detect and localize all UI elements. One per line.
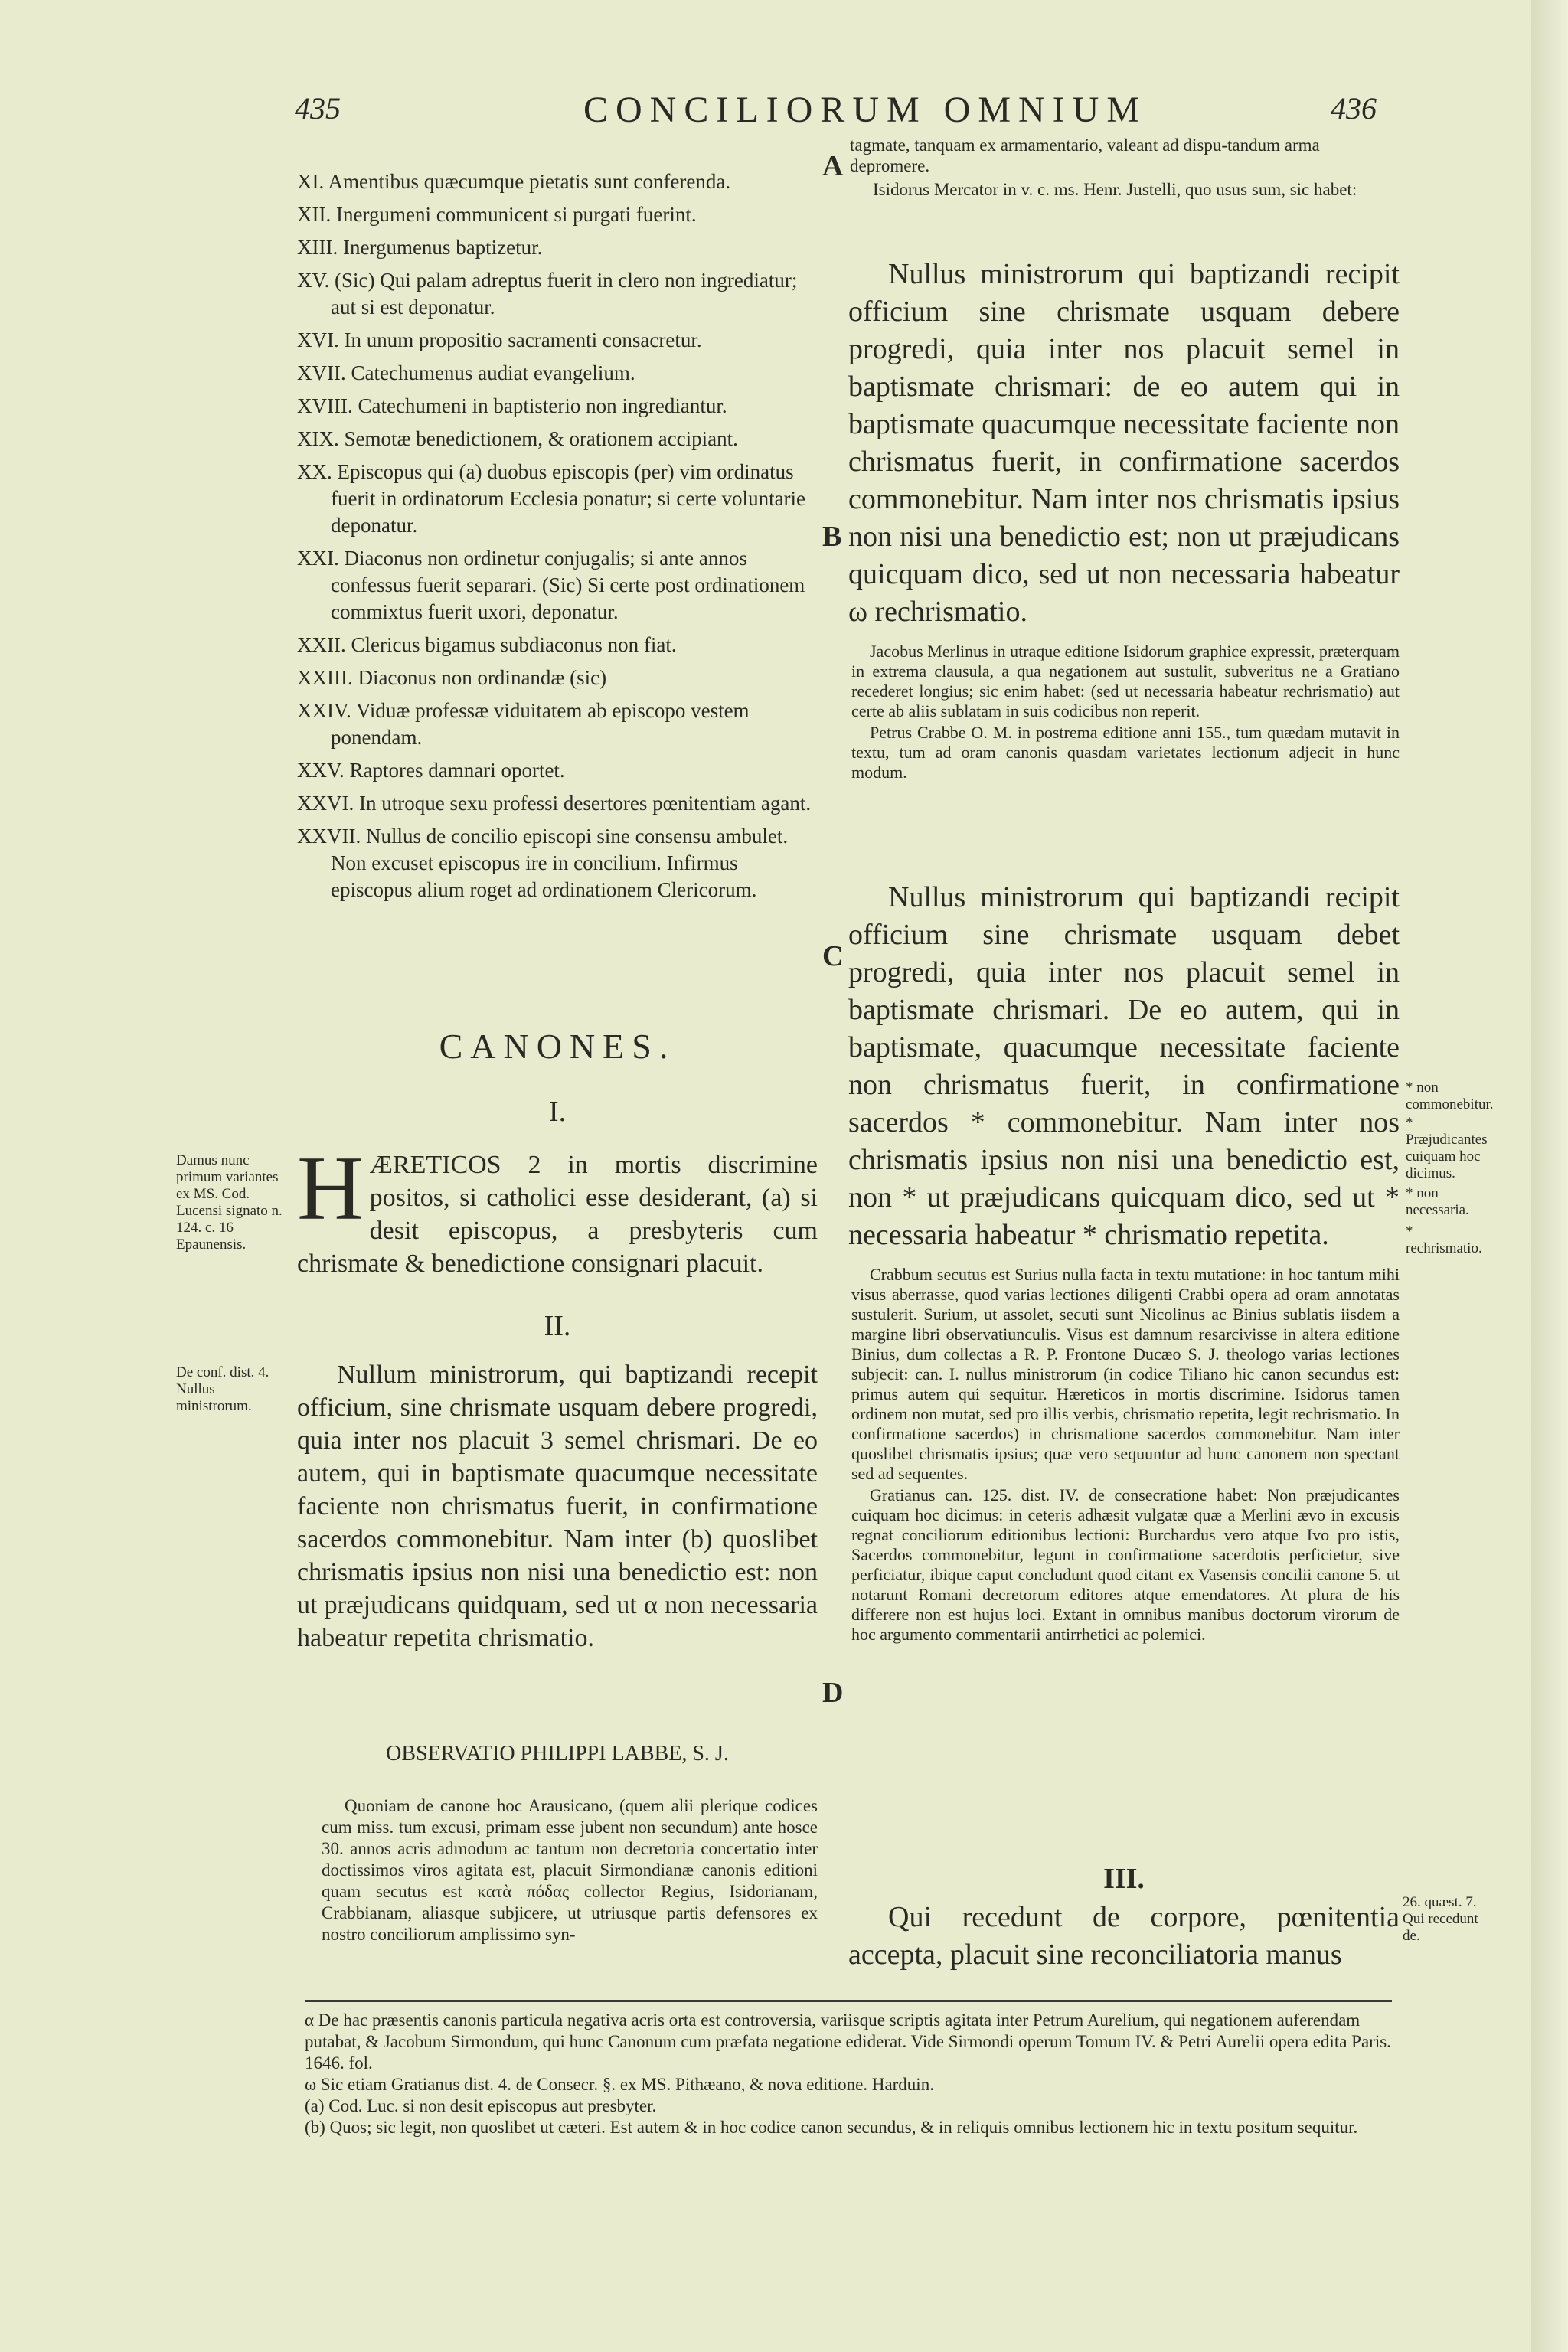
running-head: CONCILIORUM OMNIUM (583, 90, 1147, 130)
isidorus-text: Nullus ministrorum qui baptizandi recipit officium sine chrismate usquam debere progredi, quia inter nos placuit semel in baptismate chrismari: de eo autem qui in baptismate quacumque necessitate faciente non chrismatus fuerit, in confirmatione sacerdos commonebitur. Nam inter nos chrismatis ipsius non nisi una benedictio est; non ut præjudicans quicquam dico, sed ut non necessaria habeatur ω rechrismatio. (848, 258, 1400, 628)
list-item: XII. Inergumeni communicent si purgati fuerint. (297, 203, 697, 226)
canon-1-text: ÆRETICOS 2 in mortis discrimine positos, si catholici esse desiderant, (a) si desit episcopus, a presbyteris cum chrismate & benedictione consignari placuit. (297, 1151, 818, 1278)
isidorus-version (848, 256, 1400, 631)
margin-note-right: * rechrismatio. (1406, 1223, 1482, 1256)
labbe-text: Quoniam de canone hoc Arausicano, (quem alii plerique codices cum miss. tum excusi, primam esse jubent non secundum) ante hosce 30. annos acris admodum ac tantum non decretoria concertatio inter doctissimos viros agitata est, placuit Sirmondianæ canonis editioni quam secutus est κατὰ πόδας collector Regius, Isidorianam, Crabbianam, aliasque subjicere, ut utriusque partis defensores ex nostro conciliorum amplissimo syn- (322, 1796, 818, 1944)
canon-3-numeral: III. (1103, 1863, 1145, 1895)
list-item: XXIV. Viduæ professæ viduitatem ab episcopo vestem ponendam. (297, 699, 750, 749)
list-item: XIII. Inergumenus baptizetur. (297, 236, 543, 259)
footnote: ω Sic etiam Gratianus dist. 4. de Consecr. §. ex MS. Pithæano, & nova editione. Harduin. (305, 2075, 934, 2094)
section-letter-d: D (822, 1677, 844, 1709)
canon-1-numeral: I. (548, 1096, 567, 1128)
gratianus-text: Gratianus can. 125. dist. IV. de consecratione habet: Non præjudicantes cuiquam hoc dicimus: in ceteris adhæsit vulgatæ quæ a Merlini ævo in excusis regnat conciliorum editionibus lectioni: Burchardus vero atque Ivo pro istis, Sacerdos commonebitur, legunt in confirmatione sacerdotis perficietur, sive perficiatur, ibique caput concludunt quod citant ex Vasensis concilii canone 5. ut notarunt Romani decretorum editores atque emendatores. At plura de his differere non est hujus loci. Extant in omnibus manibus doctorum virorum de hoc argumento commentarii antirrhetici ac polemici. (851, 1485, 1400, 1644)
canon-1 (297, 1137, 818, 1280)
canon-2 (297, 1358, 818, 1655)
margin-note-right: * non necessaria. (1406, 1185, 1469, 1218)
surius-text: Crabbum secutus est Surius nulla facta in textu mutatione: in hoc tantum mihi visus aberrasse, quod varias lectiones diligenti Crabbi opera ad oram annotatas sustulerit. Surium, ut assolet, secuti sunt Nicolinus ac Binius sublatis iisdem a margine libri observatiunculis. Visus est damnum resarcivisse in altera editione Binius, dum collectas a R. P. Frontone Ducæo S. J. theologo varias lectiones subjecit: can. I. nullus ministrorum (in codice Tiliano hic canon secundus est: primus autem qui sequitur. Hæreticos in mortis discrimine. Isidorus tamen ordinem non mutat, sed pro illis verbis, chrismatio repetita, legit rechrismatio. In confirmatione sacerdos) in chrismatione sacerdos commonebitur. Nam inter quoslibet chrismatis ipsius; quæ vero sequuntur ad hunc canonem non spectant sed ad sequentes. (851, 1265, 1400, 1483)
list-item: XXVI. In utroque sexu professi desertores pœnitentiam agant. (297, 792, 812, 815)
page-gutter (1531, 0, 1568, 2352)
list-item: XVIII. Catechumeni in baptisterio non ingrediantur. (297, 394, 727, 417)
list-item: XXV. Raptores damnari oportet. (297, 759, 565, 782)
margin-note-right: 26. quæst. 7. Qui recedunt de. (1403, 1894, 1478, 1944)
canon-3-text: Qui recedunt de corpore, pœnitentia accepta, placuit sine reconciliatoria manus (848, 1901, 1400, 1971)
list-item: XV. (Sic) Qui palam adreptus fuerit in clero non ingrediatur; aut si est deponatur. (297, 269, 798, 318)
crabbe-version (848, 879, 1400, 1254)
list-item: XIX. Semotæ benedictionem, & orationem accipiant. (297, 427, 738, 450)
margin-note-right: * non commonebitur. (1406, 1080, 1494, 1112)
margin-note-right: * Præjudicantes cuiquam hoc dicimus. (1406, 1115, 1488, 1181)
list-item: XVI. In unum propositio sacramenti consacretur. (297, 328, 702, 351)
list-item: XVII. Catechumenus audiat evangelium. (297, 361, 635, 384)
page-number-left: 435 (295, 91, 341, 126)
footnote: (a) Cod. Luc. si non desit episcopus aut presbyter. (305, 2096, 657, 2115)
labbe-observation (322, 1795, 818, 1945)
margin-note-left: Damus nunc primum variantes ex MS. Cod. Lucensi signato n. 124. c. 16 Epaunensis. (176, 1152, 283, 1253)
section-letter-b: B (822, 521, 842, 553)
footnote: (b) Quos; sic legit, non quoslibet ut cæteri. Est autem & in hoc codice canon secundus, & in reliquis omnibus lectionem hic in textu positum sequitur. (305, 2118, 1358, 2137)
page-number-right: 436 (1331, 91, 1377, 126)
list-item: XXI. Diaconus non ordinetur conjugalis; si ante annos confessus fuerit separari. (Sic) Si certe post ordinationem commixtus fuerit uxori, deponatur. (297, 547, 805, 623)
canones-heading: CANONES. (439, 1027, 676, 1066)
list-item: XXII. Clericus bigamus subdiaconus non fiat. (297, 633, 677, 656)
list-item: XXIII. Diaconus non ordinandæ (sic) (297, 666, 607, 689)
footnotes (305, 2010, 1392, 2138)
canon-2-numeral: II. (544, 1310, 571, 1342)
crabbe-text: Petrus Crabbe O. M. in postrema editione anni 155., tum quædam mutavit in textu, tum ad oram canonis quasdam varietates lectionum adjecit in hunc modum. (851, 723, 1400, 782)
list-item: XXVII. Nullus de concilio episcopi sine consensu ambulet. Non excuset episcopus ire in concilium. Infirmus episcopus alium roget ad ordinationem Clericorum. (297, 825, 789, 901)
crabbe-canon-text: Nullus ministrorum qui baptizandi recipit officium sine chrismate usquam debet progredi, quia inter nos placuit semel in baptismate chrismari. De eo autem, qui in baptismate, quacumque necessitate faciente non chrismatus fuerit, in confirmatione sacerdos * commonebitur. Nam inter nos chrismatis ipsius non nisi una benedictio est, non * ut præjudicans quicquam dico, sed ut * necessaria habeatur * chrismatio repetita. (848, 881, 1400, 1251)
canon-2-text: Nullum ministrorum, qui baptizandi recepit officium, sine chrismate usquam debere progredi, quia inter nos placuit 3 semel chrismari. De eo autem, qui in baptismate quacumque necessitate faciente non chrismatus fuerit, in confirmatione sacerdos commonebitur. Nam inter (b) quoslibet chrismatis ipsius non nisi una benedictio est: non ut præjudicans quidquam, sed ut α non necessaria habeatur repetita chrismatio. (297, 1361, 818, 1652)
isidorus-intro: Isidorus Mercator in v. c. ms. Henr. Justelli, quo usus sum, sic habet: (873, 180, 1357, 199)
footnote: α De hac præsentis canonis particula negativa acris orta est controversia, variisque scriptis agitata inter Petrum Aurelium, qui negationem auferendam putabat, & Jacobum Sirmondum, qui hunc Canonum cum præfata negatione ediderat. Vide Sirmondi operum Tomum IV. & Petri Aurelii opera edita Paris. 1646. fol. (305, 2011, 1391, 2073)
drop-cap: H (297, 1137, 364, 1239)
section-letter-a: A (822, 150, 844, 182)
canon-summary-list (297, 168, 818, 910)
merlinus-text: Jacobus Merlinus in utraque editione Isidorum graphice expressit, præterquam in extrema clausula, a qua negationem aut sustulit, subveritus ne a Gratiano recederet longius; sic enim habet: (sed ut necessaria habeatur rechrismatio) aut certe ab aliis sublatam in suis codicibus non reperit. (851, 642, 1400, 720)
section-letter-c: C (822, 940, 844, 972)
canon-3 (848, 1899, 1400, 1974)
labbe-heading: OBSERVATIO PHILIPPI LABBE, S. J. (386, 1742, 729, 1766)
footnote-rule (305, 2000, 1392, 2002)
right-top-text: tagmate, tanquam ex armamentario, valeant ad dispu-tandum arma depromere. (850, 136, 1320, 175)
merlinus-note (851, 642, 1400, 782)
list-item: XX. Episcopus qui (a) duobus episcopis (per) vim ordinatus fuerit in ordinatorum Ecclesia ponatur; si certe voluntarie deponatur. (297, 460, 806, 537)
list-item: XI. Amentibus quæcumque pietatis sunt conferenda. (297, 170, 731, 193)
surius-note (851, 1265, 1400, 1645)
margin-note-left: De conf. dist. 4. Nullus ministrorum. (176, 1364, 270, 1414)
